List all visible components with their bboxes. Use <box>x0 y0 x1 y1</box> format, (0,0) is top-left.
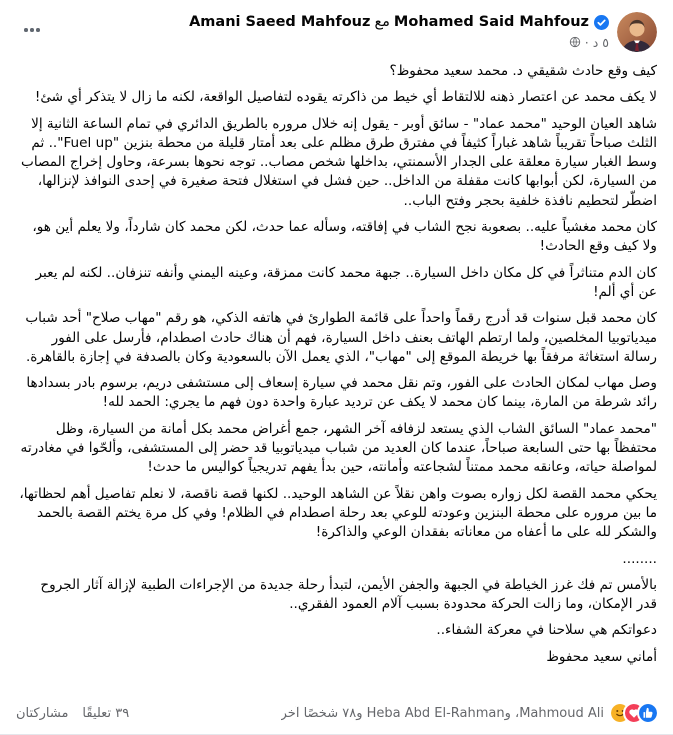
post-paragraph: يحكي محمد القصة لكل زواره بصوت واهن نقلاً عن الشاهد الوحيد.. لكنها قصة ناقصة، لا نعلم تفاصيل أهم لحظاتها، ما بين مروره على محطة البنزين وعودته للوعي بعد رحلة اصطدام في الظلام! وفي كل مرة يختم القصة بالحمد والشكر لله على ما أعفاه من معاناته بفقدان الوعي والذاكرة! <box>19 485 657 541</box>
post-meta <box>56 35 609 50</box>
post-paragraph: "محمد عماد" السائق الشاب الذي يستعد لزفافه آخر الشهر، جمع أغراض محمد بكل أمانة من السيارة، وظل محتفظاً بها حتى السابعة صباحاً، عندما كان العديد من شباب ميدياتوبيا قد حضر إلى المستشفى، وألحّوا في مغادرته لمواصلة حياته، وعانقه محمد ممتناً لشجاعته وأمانته، حين بدأ يفهم تدريجياً كواليس ما حدث! <box>20 420 657 476</box>
post-byline <box>56 13 609 32</box>
timestamp-link[interactable]: ٥ د <box>592 34 609 50</box>
post-header <box>0 0 673 58</box>
post-signature: أماني سعيد محفوظ <box>546 648 657 665</box>
avatar[interactable] <box>617 12 657 52</box>
like-reaction-icon <box>639 704 657 722</box>
comments-shares-counts <box>16 706 129 721</box>
post-body <box>0 58 673 698</box>
post-paragraph: كان محمد مغشياً عليه.. بصعوبة نجح الشاب في إفاقته، وسأله عما حدث، لكن محمد كان شارداً، ولا يعلم أين هو، ولا كيف وقع الحادث! <box>32 219 657 255</box>
shares-count[interactable]: مشاركتان <box>16 705 69 721</box>
post-paragraph: وصل مهاب لمكان الحادث على الفور، وتم نقل محمد في سيارة إسعاف إلى مستشفى دريم، برسوم بادر بسدادها رائد شرطة من المارة، بينما كان محمد لا يكف عن ترديد عبارة واحدة دون فهم ما يجري: الحمد لله! <box>26 375 657 411</box>
globe-privacy-icon <box>569 36 581 48</box>
post-paragraph: شاهد العيان الوحيد "محمد عماد" - سائق أوبر - يقول إنه خلال مروره بالطريق الدائري في تمام الساعة الثانية إلا الثلث صباحاً تقريباً شاهد غباراً كثيفاً في مفترق طرق مظلم على بعد أمتار قليلة من محطة بنزين "Fuel up".. ثم وسط الغبار سيارة معلقة على الجدار الأسمنتي، بداخلها شخص مصاب.. توجه نحوها بسرعة، وحاول إخراج المصاب من السيارة، لكن أبوابها كانت مقفلة من الداخل.. حين فشل في استغلال فتحة صغيرة في إحدى النوافذ لإنزالها، اضطّر لتحطيم نافذة خلفية بحجر وفتح الباب.. <box>21 115 657 209</box>
comments-count[interactable]: ٣٩ تعليقًا <box>82 705 130 721</box>
post-footer <box>0 698 673 734</box>
reactions-summary[interactable] <box>281 704 657 722</box>
verified-badge-icon <box>594 15 609 30</box>
author-name-link[interactable]: Amani Saeed Mahfouz <box>189 14 371 30</box>
post-paragraph: كان محمد قبل سنوات قد أدرج رقماً واحداً على قائمة الطوارئ في هاتفه الذكي، هو رقم "مهاب صلاح" أحد شباب ميدياتوبيا المخلصين، ولما ارتطم الهاتف بعنف داخل السيارة، فهم أن هناك حادث اصطدام، فأرسل على الفور رسالة استغاثة مرفقاً بها خريطة الموقع إلى "مهاب"، الذي يعمل الآن بالسعودية وكان بالصدفة في إجازة بالقاهرة. <box>25 310 657 365</box>
meta-separator: · <box>584 34 589 50</box>
post-paragraph: كان الدم متناثراً في كل مكان داخل السيارة.. جبهة محمد كانت ممزقة، وعينه اليمني وأنفه تنزفان.. لكنه لم يعبر عن أي ألم! <box>35 264 657 300</box>
with-word: مع <box>374 14 390 30</box>
post-header-info <box>56 12 609 50</box>
tagged-name-link[interactable]: Mohamed Said Mahfouz <box>393 14 589 30</box>
post-dots-line: ........ <box>622 550 657 567</box>
post-title-line: كيف وقع حادث شقيقي د. محمد سعيد محفوظ؟ <box>389 63 657 79</box>
post-paragraph: لا يكف محمد عن اعتصار ذهنه للالتقاط أي خيط من ذاكرته يقوده لتفاصيل الواقعة، لكنه ما زال لا يتذكر أي شئ! <box>34 89 657 106</box>
more-options-button[interactable] <box>16 14 48 46</box>
reactors-names[interactable]: Mahmoud Ali، وHeba Abd El-Rahman و٧٨ شخصًا آخر <box>280 705 604 721</box>
three-dots-icon <box>36 28 40 32</box>
post-paragraph: بالأمس تم فك غرز الخياطة في الجبهة والجفن الأيمن، لتبدأ رحلة جديدة من الإجراءات الطبية لإزالة آثار الجروح قدر الإمكان، وما زالت الحركة محدودة بسبب آلام العمود الفقري.. <box>40 576 657 613</box>
post-paragraph: دعواتكم هي سلاحنا في معركة الشفاء.. <box>436 622 657 639</box>
